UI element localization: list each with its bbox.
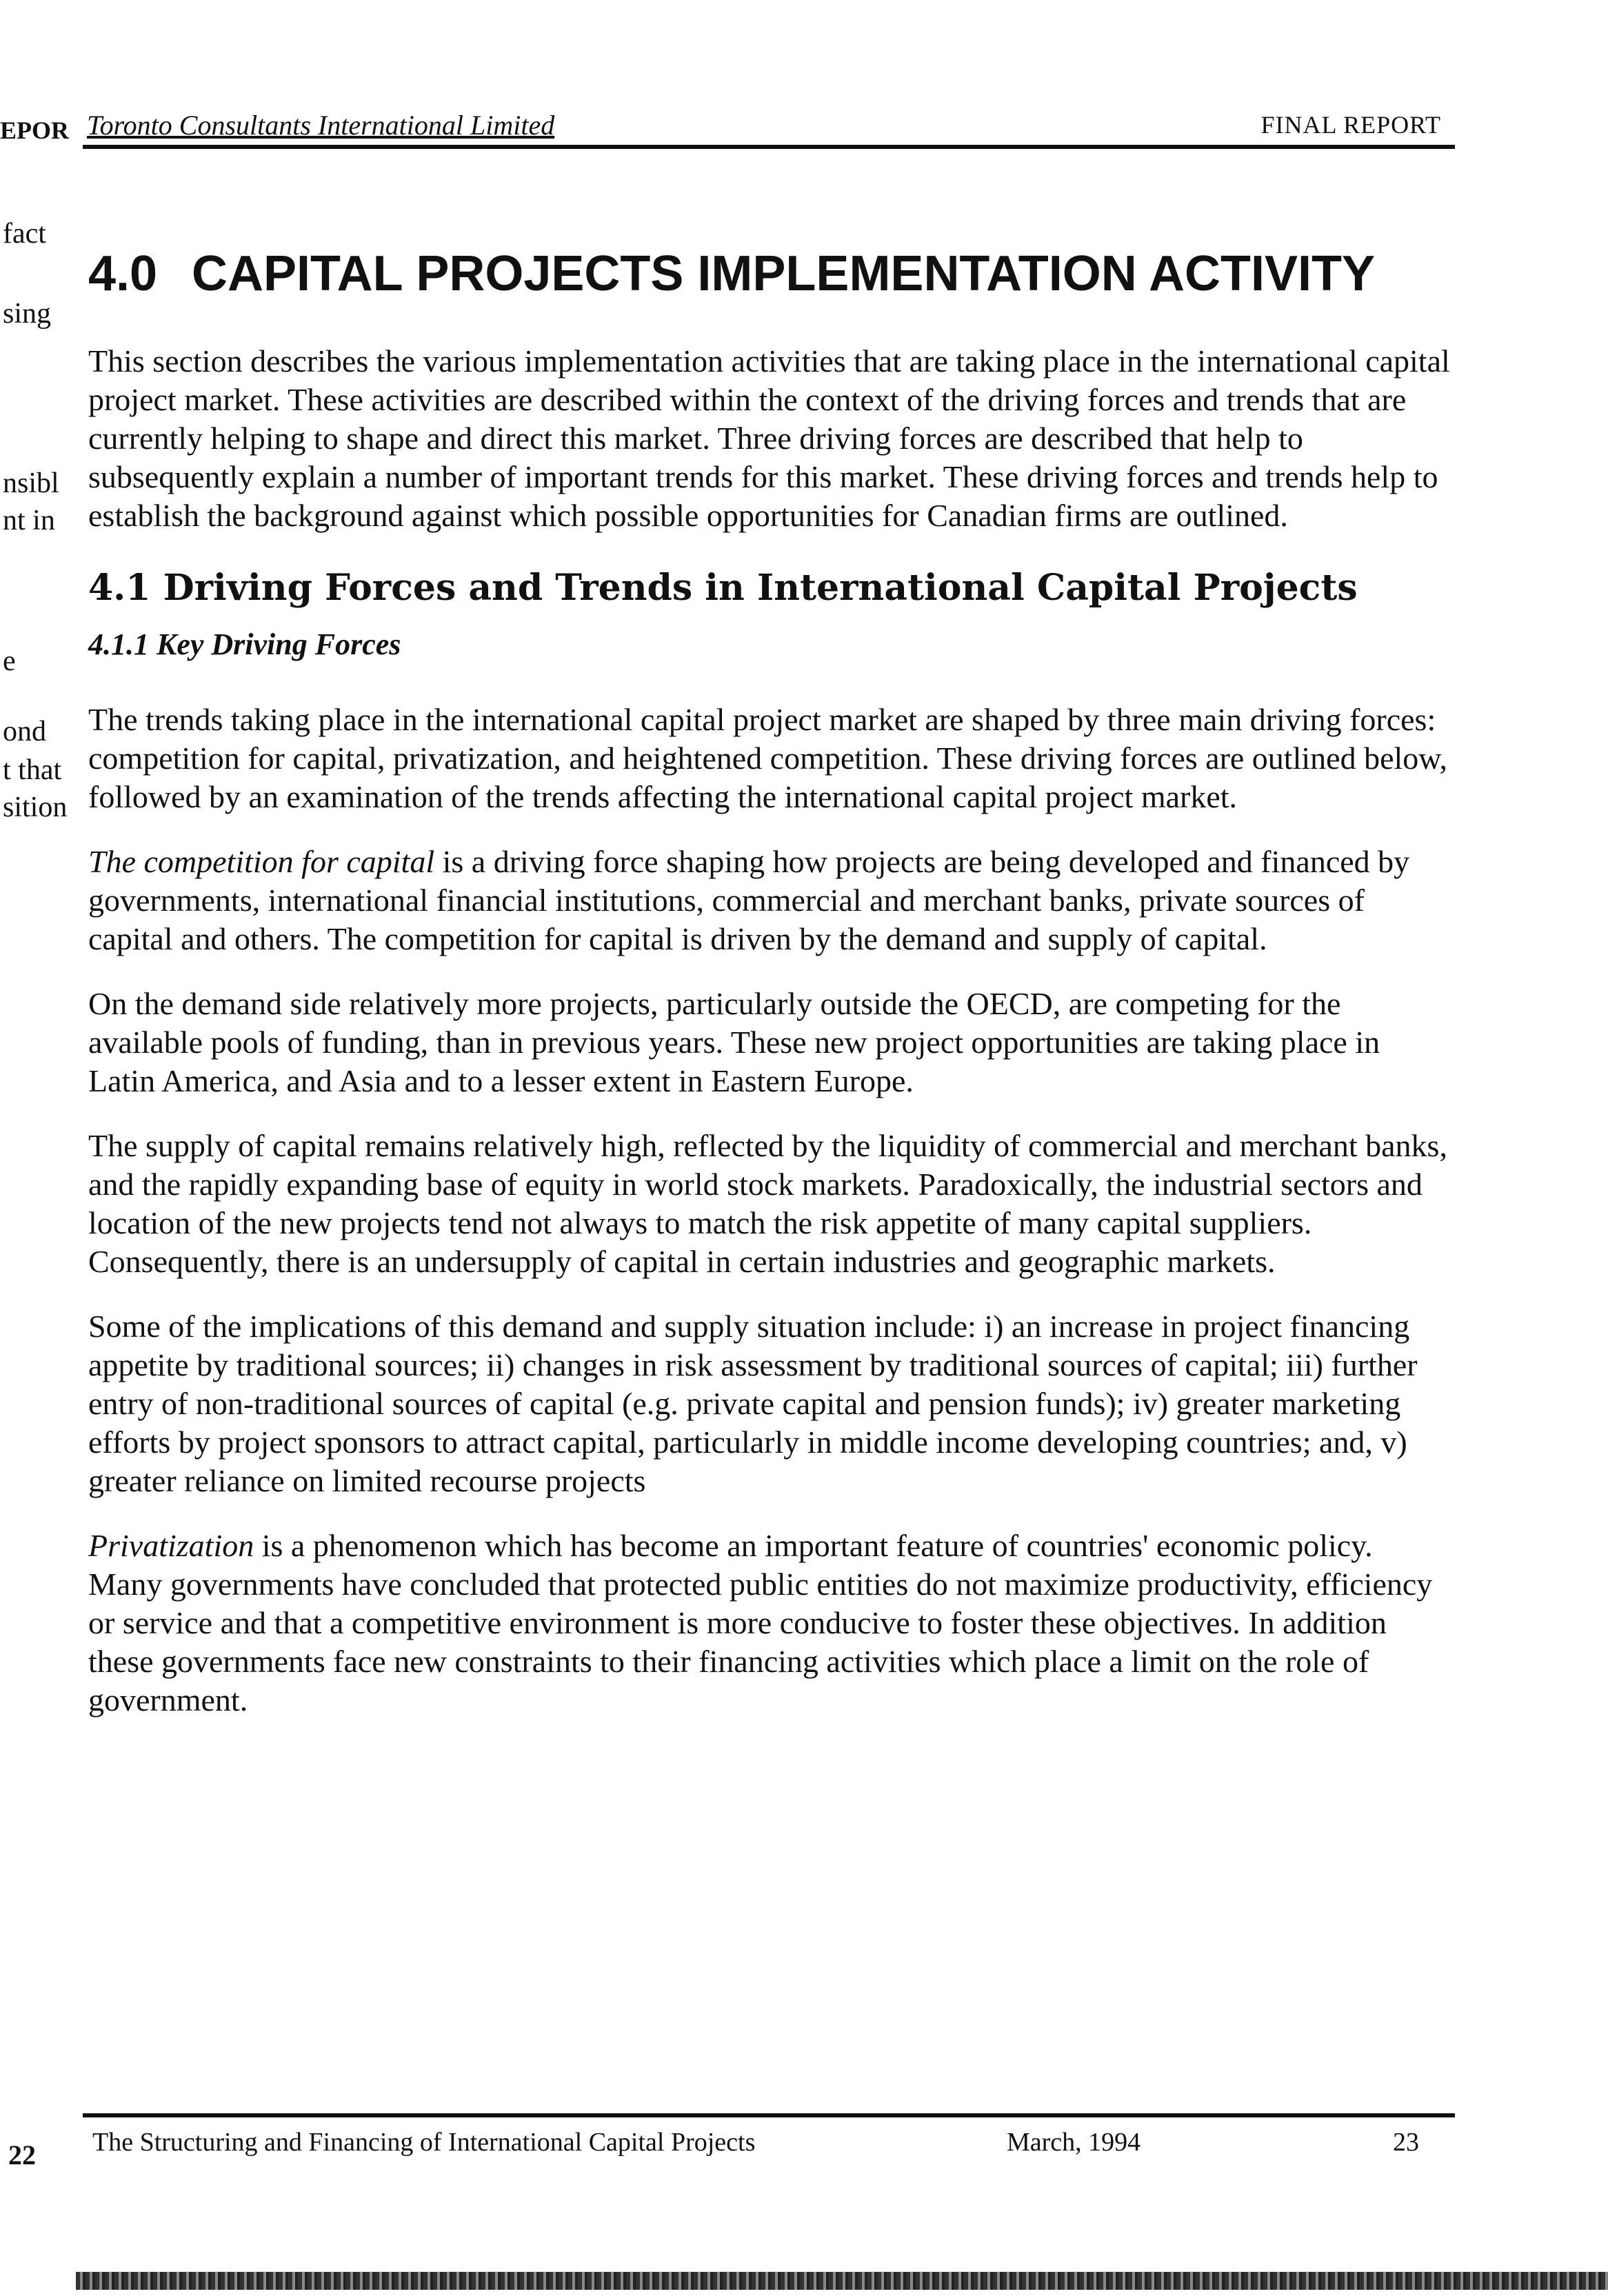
- paragraph: The supply of capital remains relatively high, reflected by the liquidity of commercial and merchant banks, and the rapidly expanding base of equity in world stock markets. Paradoxically, the industrial sectors and location of the new projects tend not always to match the risk appetite of many capital suppliers. Consequently, there is an undersupply of capital in certain industries and geographic markets.: [88, 1127, 1447, 1279]
- scan-edge-artifact: [76, 2272, 1608, 2290]
- subsection-heading: 4.1 Driving Forces and Trends in International Capital Projects: [88, 566, 1358, 609]
- page-number: 23: [1393, 2128, 1419, 2157]
- paragraph: The trends taking place in the international capital project market are shaped by three main driving forces: competition for capital, privatization, and heightened competition. These driving forces are outlined below, followed by an examination of the trends affecting the international capital project market.: [88, 701, 1447, 814]
- margin-fragment: sing: [3, 298, 52, 330]
- left-margin-fragments: [0, 0, 83, 2296]
- paragraph: Some of the implications of this demand and supply situation include: i) an increase in project financing appetite by traditional sources; ii) changes in risk assessment by traditional sources of capital; iii) further entry of non-traditional sources of capital (e.g. private capital and pension funds); iv) greater marketing efforts by project sponsors to attract capital, particularly in middle income developing countries; and, v) greater reliance on limited recourse projects: [88, 1308, 1418, 1498]
- intro-paragraph: This section describes the various implementation activities that are taking place in the international capital project market. These activities are described within the context of the driving forces and trends that are currently helping to shape and direct this market. Three driving forces are described that help to subsequently explain a number of important trends for this market. These driving forces and trends help to establish the background against which possible opportunities for Canadian firms are outlined.: [88, 343, 1450, 533]
- margin-fragment: ond: [3, 716, 46, 747]
- margin-fragment: sition: [3, 792, 68, 823]
- paragraph-lead: Privatization: [88, 1527, 254, 1563]
- company-name: Toronto Consultants International Limited: [87, 110, 555, 141]
- footer-date: March, 1994: [1007, 2128, 1141, 2157]
- margin-fragment: nt in: [3, 505, 55, 536]
- paragraph: [88, 843, 1454, 958]
- page-body: [88, 248, 1454, 1746]
- margin-fragment: t that: [3, 754, 62, 786]
- paragraph-body: is a phenomenon which has become an important feature of countries' economic policy. Many governments have concluded that protected public entities do not maximize productivity, efficiency or service and that a competitive environment is more conducive to foster these objectives. In addition these governments face new constraints to their financing activities which place a limit on the role of government.: [88, 1527, 1433, 1718]
- footer-title: The Structuring and Financing of International Capital Projects: [92, 2128, 756, 2157]
- page-header: [83, 103, 1455, 149]
- paragraph: [88, 1527, 1454, 1720]
- paragraph-body: is a driving force shaping how projects are being developed and financed by governments, international financial institutions, commercial and merchant banks, private sources of capital and others. The competition for capital is driven by the demand and supply of capital.: [88, 843, 1410, 956]
- margin-fragment: e: [3, 645, 16, 677]
- paragraph: On the demand side relatively more projects, particularly outside the OECD, are competing for the available pools of funding, than in previous years. These new project opportunities are taking place in Latin America, and Asia and to a lesser extent in Eastern Europe.: [88, 985, 1380, 1098]
- margin-fragment: fact: [3, 218, 46, 250]
- margin-fragment: nsibl: [3, 467, 59, 499]
- page-footer: [83, 2113, 1455, 2157]
- subsubsection-heading: 4.1.1 Key Driving Forces: [88, 627, 401, 661]
- paragraph-lead: The competition for capital: [88, 843, 435, 879]
- previous-page-number: 22: [8, 2139, 36, 2171]
- section-number: 4.0: [88, 246, 158, 301]
- section-title: [88, 248, 1454, 301]
- report-label: FINAL REPORT: [1260, 111, 1441, 139]
- previous-page-header-fragment: EPOR: [0, 117, 70, 144]
- section-title-text: CAPITAL PROJECTS IMPLEMENTATION ACTIVITY: [192, 246, 1376, 301]
